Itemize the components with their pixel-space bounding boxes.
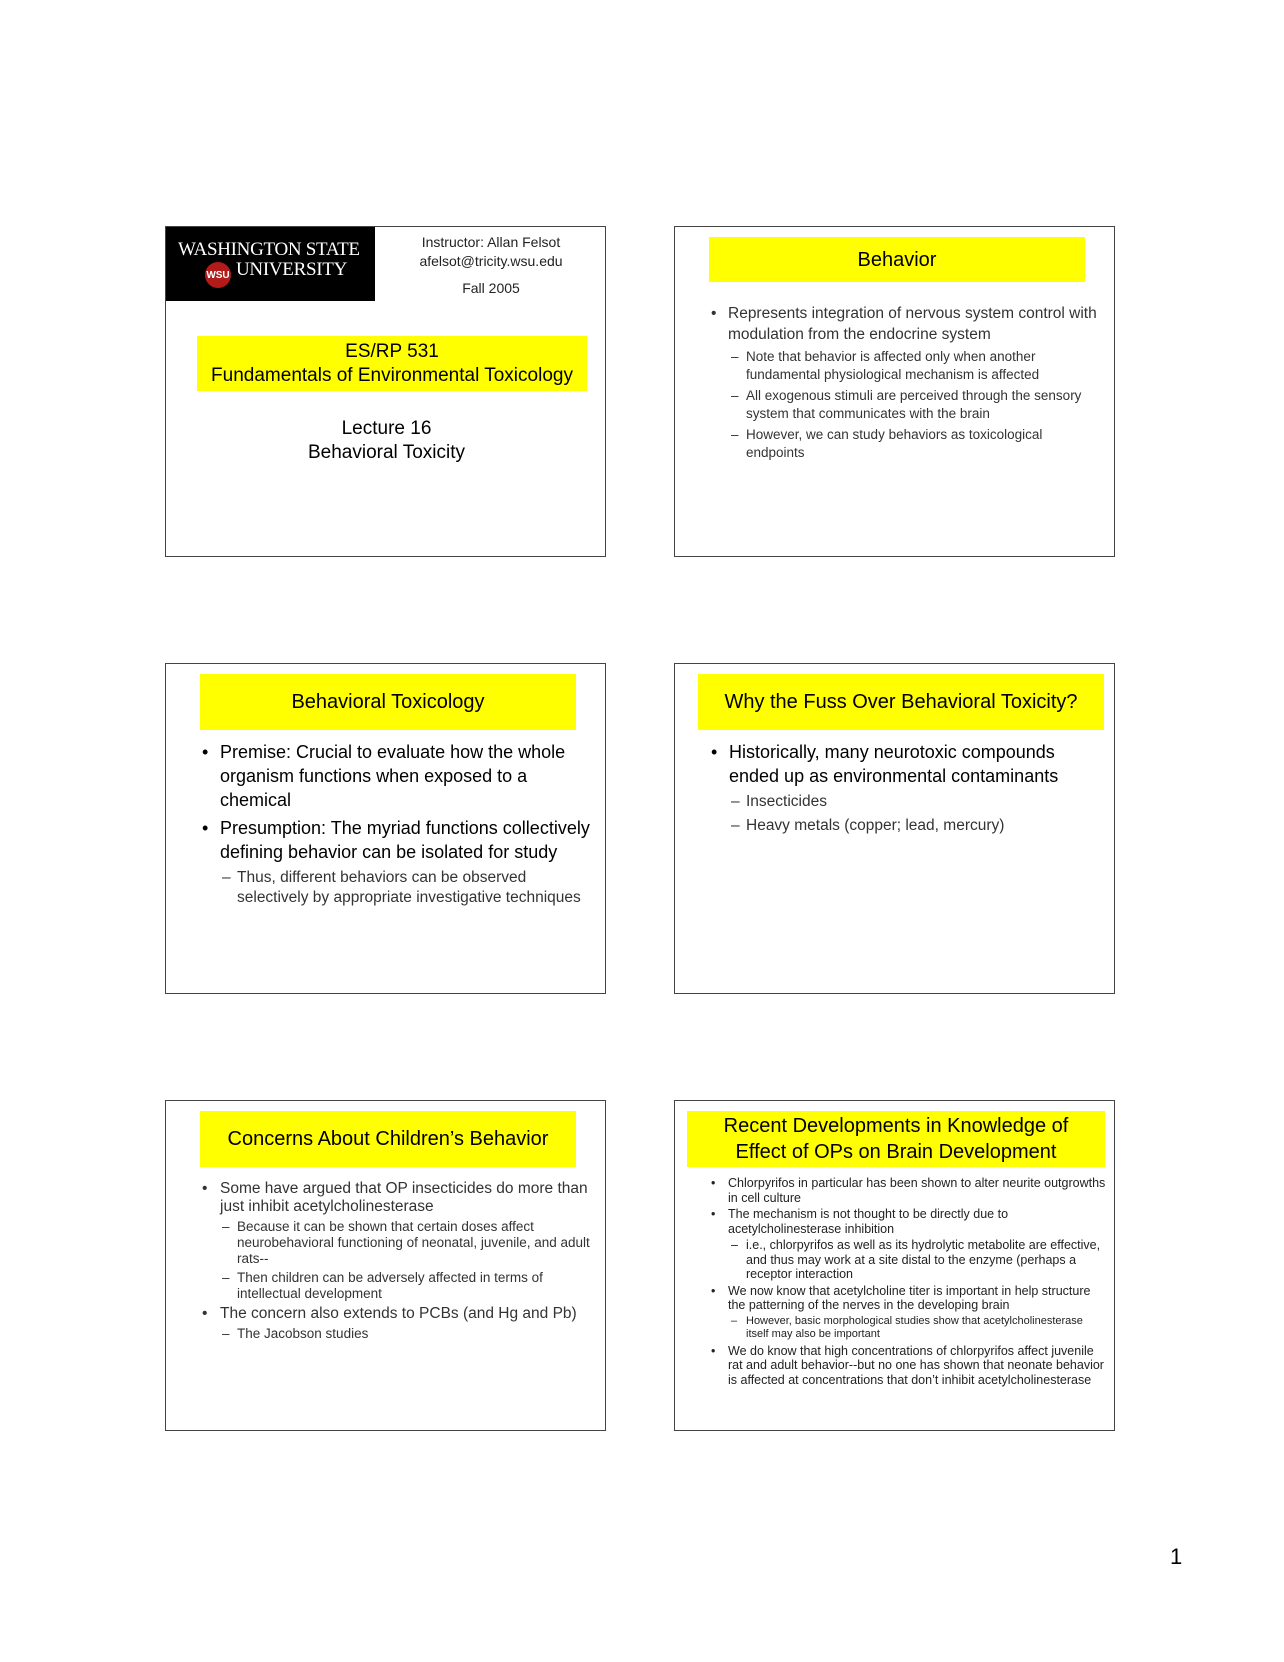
sub-bullet: – Then children can be adversely affected in terms of intellectual development (202, 1270, 592, 1302)
instructor-email: afelsot@tricity.wsu.edu (419, 253, 563, 269)
slide-childrens-behavior (165, 1100, 606, 1431)
bullet: • Historically, many neurotoxic compounds ended up as environmental contaminants (711, 740, 1106, 788)
sub-bullet: – However, basic morphological studies show that acetylcholinesterase itself may also be important (711, 1315, 1106, 1342)
bullet-list (711, 303, 1101, 462)
bullet: • The concern also extends to PCBs (and Hg and Pb) (202, 1305, 592, 1323)
slide-title (165, 226, 606, 557)
sub-bullet: – However, we can study behaviors as toxicological endpoints (711, 426, 1101, 462)
slide-behavior (674, 226, 1115, 557)
wsu-seal-icon: WSU (205, 262, 231, 288)
lecture-heading (166, 417, 606, 465)
bullet: • We do know that high concentrations of chlorpyrifos affect juvenile rat and adult behavior--but no one has shown that neonate behavior is affected at concentrations that don’t inhibit acetylcholinesterase (711, 1344, 1106, 1388)
sub-bullet: – Heavy metals (copper; lead, mercury) (711, 816, 1106, 836)
instructor-name: Instructor: Allan Felsot (421, 234, 561, 250)
slide-recent-developments (674, 1100, 1115, 1431)
sub-bullet: – i.e., chlorpyrifos as well as its hydrolytic metabolite are effective, and thus may work at a site distal to the enzyme (perhaps a receptor interaction (711, 1238, 1106, 1282)
term: Fall 2005 (462, 280, 520, 296)
course-title-box (197, 336, 587, 391)
bullet: • We now know that acetylcholine titer is important in help structure the patterning of the nerves in the developing brain (711, 1284, 1106, 1313)
lecture-number: Lecture 16 (341, 418, 432, 439)
course-title: Fundamentals of Environmental Toxicology (211, 364, 573, 386)
slide-title: Concerns About Children’s Behavior (200, 1111, 576, 1167)
bullet: • Some have argued that OP insecticides do more than just inhibit acetylcholinesterase (202, 1180, 592, 1216)
instructor-info (396, 233, 586, 271)
slide-behavioral-toxicology (165, 663, 606, 994)
bullet-list (711, 1174, 1106, 1387)
slide-title: Behavioral Toxicology (200, 674, 576, 730)
slide-title: Behavior (709, 237, 1085, 282)
course-code: ES/RP 531 (345, 340, 439, 362)
sub-bullet: – Because it can be shown that certain doses affect neurobehavioral functioning of neonatal, juvenile, and adult rats-- (202, 1219, 592, 1267)
bullet-list (711, 740, 1106, 836)
bullet-list (202, 740, 597, 908)
bullet: • Chlorpyrifos in particular has been shown to alter neurite outgrowths in cell culture (711, 1176, 1106, 1205)
sub-bullet: – Note that behavior is affected only when another fundamental physiological mechanism is affected (711, 348, 1101, 384)
bullet: • Represents integration of nervous system control with modulation from the endocrine system (711, 303, 1101, 345)
bullet: • The mechanism is not thought to be directly due to acetylcholinesterase inhibition (711, 1207, 1106, 1236)
bullet-list (202, 1177, 592, 1342)
slide-why-the-fuss (674, 663, 1115, 994)
slide-title-line2: Effect of OPs on Brain Development (735, 1141, 1057, 1163)
logo-line1: WASHINGTON STATE (178, 239, 360, 260)
sub-bullet: – Thus, different behaviors can be observed selectively by appropriate investigative techniques (202, 868, 597, 908)
sub-bullet: – All exogenous stimuli are perceived through the sensory system that communicates with the brain (711, 387, 1101, 423)
slide-title: Why the Fuss Over Behavioral Toxicity? (698, 674, 1104, 730)
page-number: 1 (1170, 1544, 1183, 1569)
bullet: • Premise: Crucial to evaluate how the whole organism functions when exposed to a chemical (202, 740, 597, 812)
logo-line2: UNIVERSITY (236, 259, 347, 280)
lecture-title: Behavioral Toxicity (307, 442, 465, 463)
sub-bullet: – The Jacobson studies (202, 1326, 592, 1342)
slide-title-line1: Recent Developments in Knowledge of (723, 1115, 1069, 1137)
bullet: • Presumption: The myriad functions collectively defining behavior can be isolated for study (202, 816, 597, 864)
sub-bullet: – Insecticides (711, 792, 1106, 812)
slide-title (687, 1111, 1105, 1167)
wsu-logo (165, 226, 375, 301)
